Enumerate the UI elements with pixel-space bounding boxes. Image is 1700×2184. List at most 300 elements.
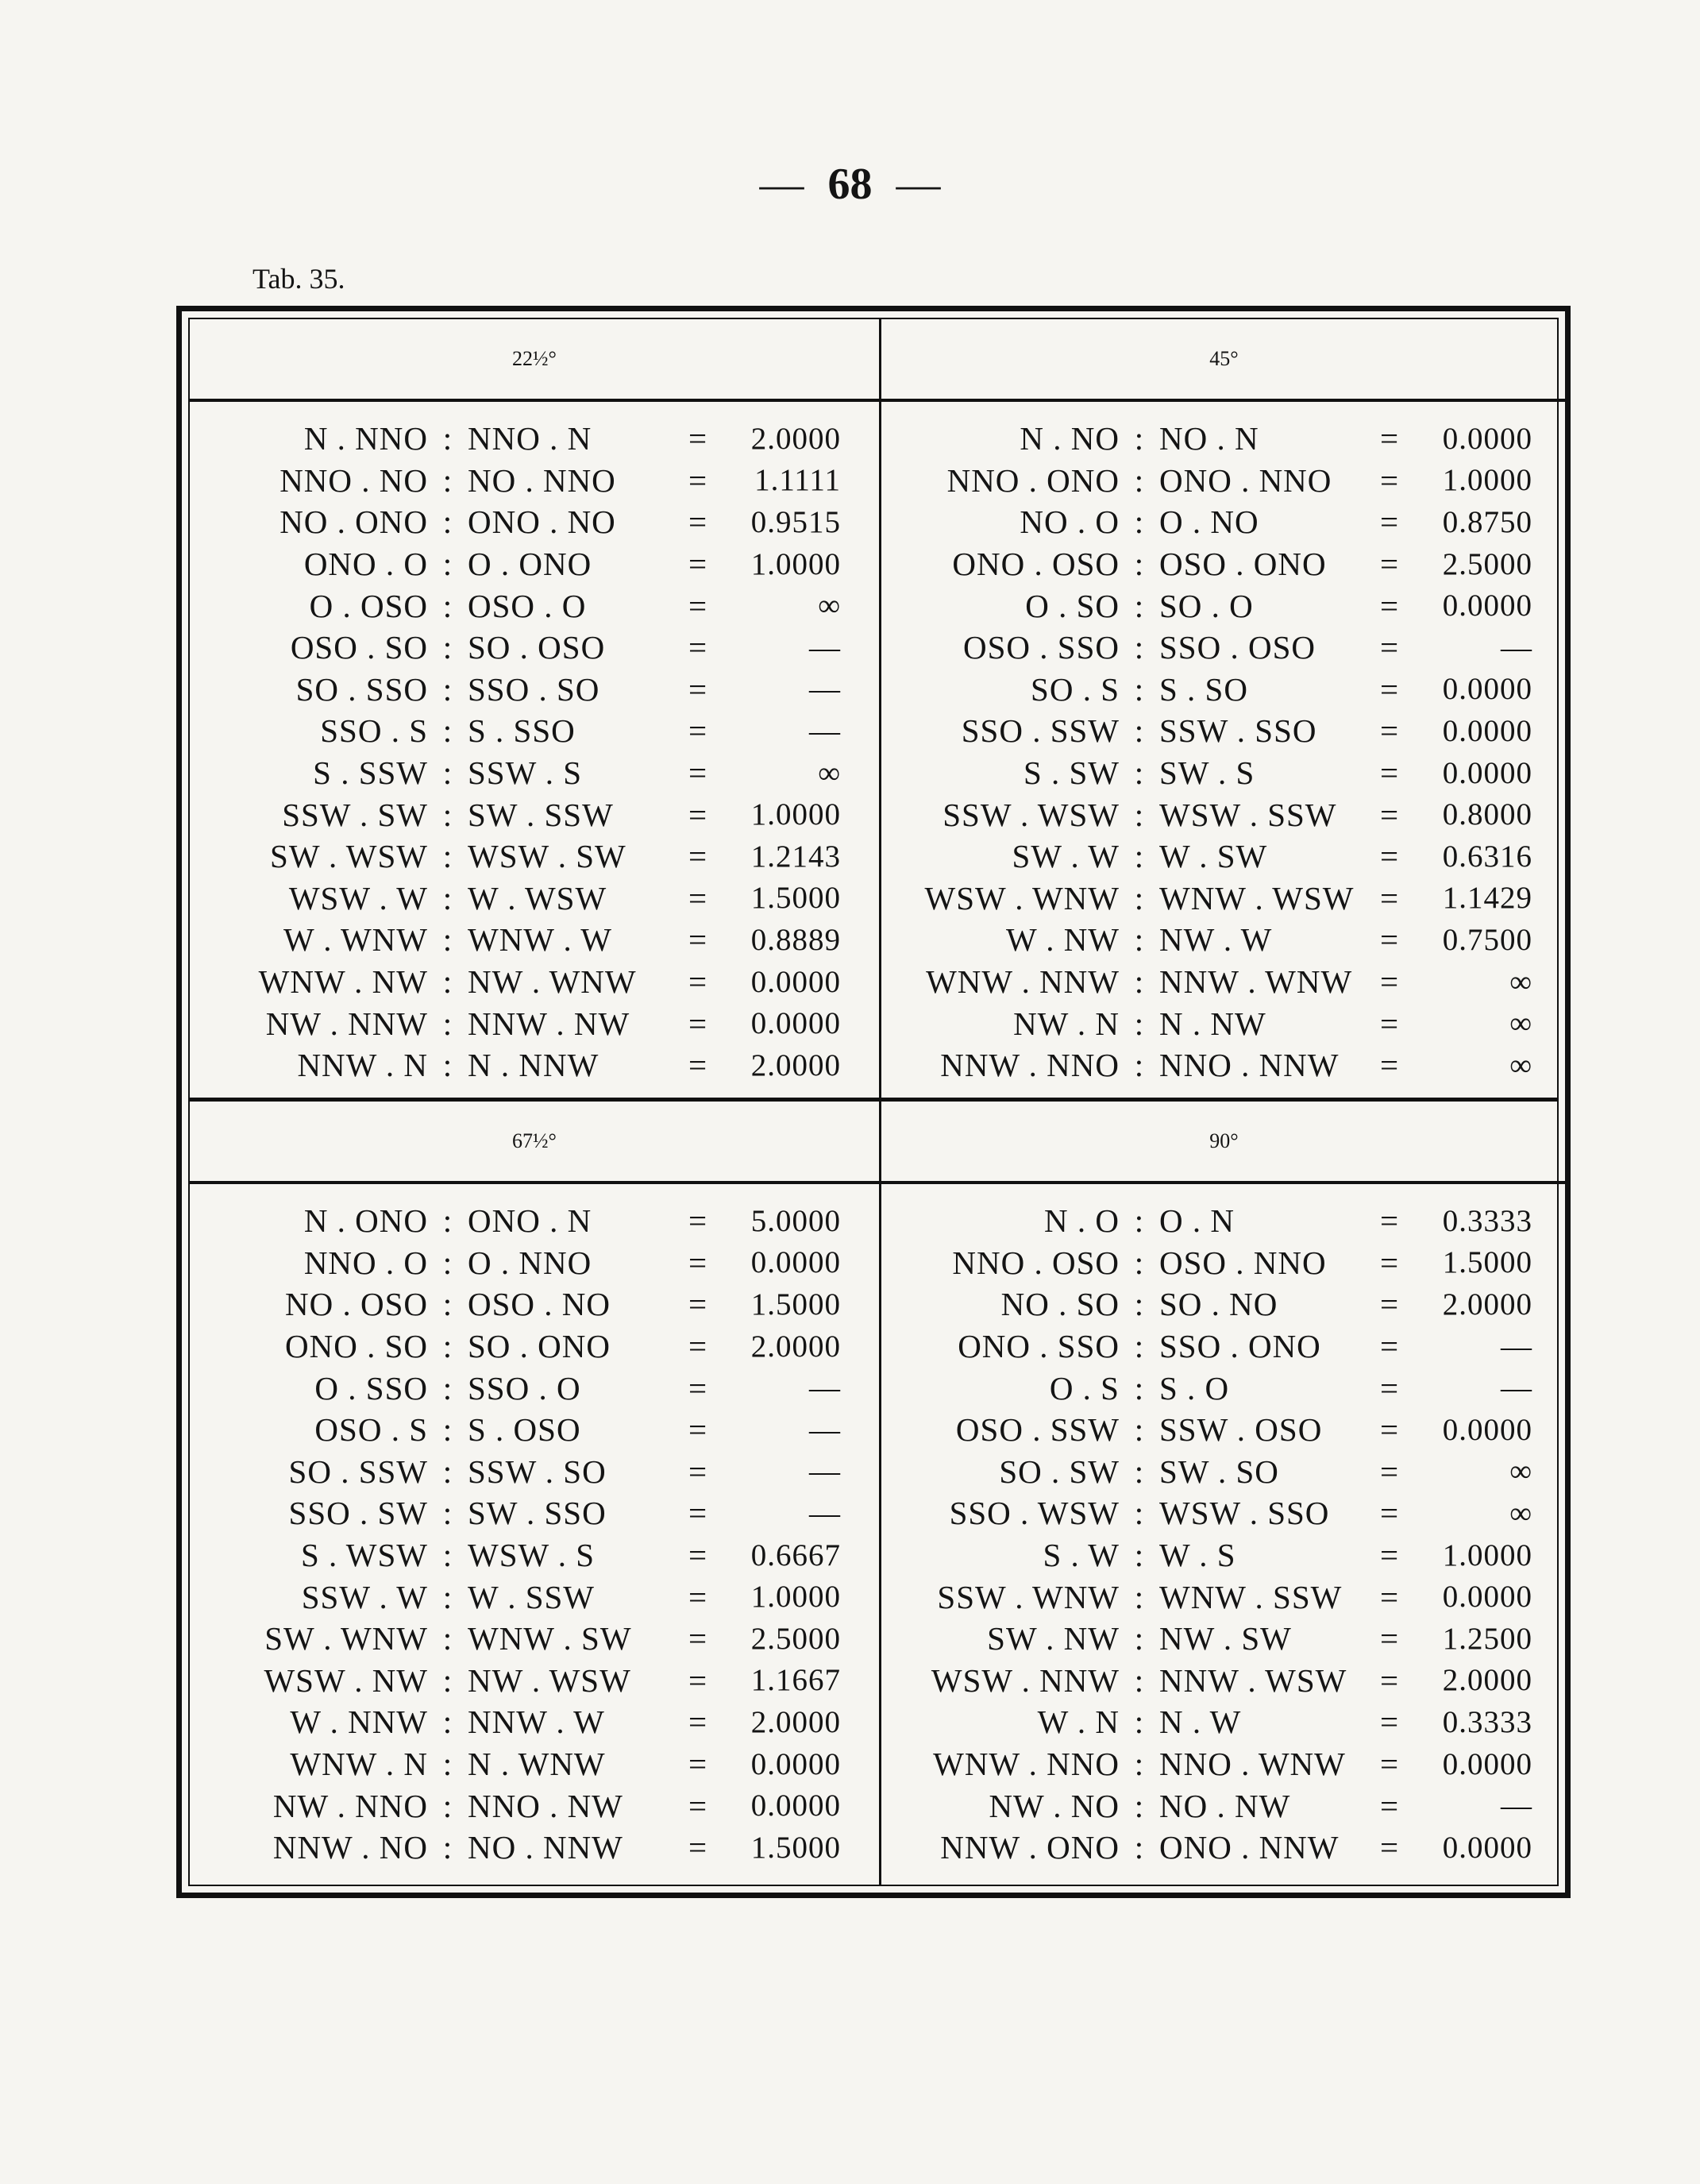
table-row	[190, 1325, 879, 1368]
equals-sign: =	[1379, 1047, 1400, 1084]
colon-separator: :	[1134, 629, 1145, 666]
ratio-value: 1.0000	[750, 797, 841, 832]
colon-separator: :	[1134, 1286, 1145, 1323]
equals-sign: =	[688, 712, 708, 750]
pair-left: ONO . SO	[285, 1328, 428, 1365]
colon-separator: :	[1134, 670, 1145, 708]
table-row	[881, 1827, 1567, 1869]
pair-left: NNW . N	[297, 1047, 428, 1084]
pair-left: S . WSW	[300, 1537, 428, 1574]
ratio-value: 1.5000	[1442, 1245, 1532, 1280]
colon-separator: :	[442, 1328, 453, 1365]
table-row	[190, 1534, 879, 1576]
table-row	[881, 669, 1567, 711]
ratio-value: —	[1501, 1788, 1532, 1823]
ratio-value: ∞	[818, 588, 841, 623]
pair-right: SW . SSW	[468, 796, 614, 833]
ratio-value: 0.7500	[1442, 922, 1532, 957]
quadrant-90	[881, 1102, 1567, 1880]
pair-right: SSO . OSO	[1159, 629, 1316, 666]
equals-sign: =	[1379, 796, 1400, 833]
ratio-value: 0.0000	[1442, 1580, 1532, 1615]
table-label: Tab. 35.	[252, 263, 345, 295]
ratio-value: 0.0000	[750, 1788, 841, 1823]
colon-separator: :	[442, 1537, 453, 1574]
pair-right: NNW . NW	[468, 1005, 630, 1042]
ratio-value: 1.1429	[1442, 881, 1532, 916]
equals-sign: =	[688, 670, 708, 708]
colon-separator: :	[442, 587, 453, 624]
pair-left: S . W	[1043, 1537, 1120, 1574]
pair-left: NO . OSO	[285, 1286, 428, 1323]
pair-left: N . ONO	[303, 1202, 428, 1240]
equals-sign: =	[688, 461, 708, 499]
table-row	[190, 1576, 879, 1618]
table-row	[190, 878, 879, 920]
pair-left: WNW . NNO	[933, 1746, 1120, 1783]
equals-sign: =	[1379, 1328, 1400, 1365]
colon-separator: :	[442, 838, 453, 875]
equals-sign: =	[688, 1787, 708, 1824]
ratio-value: 1.5000	[750, 1287, 841, 1322]
table-row	[881, 460, 1567, 502]
pair-right: O . NO	[1159, 504, 1259, 541]
colon-separator: :	[1134, 1453, 1145, 1490]
pair-left: SSO . SSW	[961, 712, 1120, 750]
colon-separator: :	[1134, 1047, 1145, 1084]
pair-right: NO . NW	[1159, 1787, 1291, 1824]
pair-left: SSW . SW	[282, 796, 428, 833]
pair-left: NW . NO	[989, 1787, 1120, 1824]
equals-sign: =	[1379, 1661, 1400, 1699]
colon-separator: :	[1134, 1411, 1145, 1449]
equals-sign: =	[688, 1005, 708, 1042]
equals-sign: =	[688, 1829, 708, 1866]
table-row	[190, 460, 879, 502]
equals-sign: =	[688, 1202, 708, 1240]
ratio-value: 0.0000	[1442, 588, 1532, 623]
equals-sign: =	[688, 1495, 708, 1532]
table-row	[881, 1785, 1567, 1827]
pair-left: ONO . SSO	[958, 1328, 1120, 1365]
table-row	[881, 543, 1567, 585]
ratio-value: 0.6316	[1442, 839, 1532, 874]
table-row	[881, 1701, 1567, 1743]
pair-left: N . NO	[1020, 420, 1120, 457]
table-row	[190, 1701, 879, 1743]
pair-left: WNW . N	[290, 1746, 428, 1783]
pair-right: WNW . SSW	[1159, 1578, 1343, 1615]
pair-right: WNW . W	[468, 921, 612, 959]
pair-right: SSW . SSO	[1159, 712, 1317, 750]
quadrant-heading: 45°	[881, 319, 1567, 402]
pair-left: W . NW	[1005, 921, 1120, 959]
colon-separator: :	[442, 1047, 453, 1084]
pair-right: W . SSW	[468, 1578, 596, 1615]
pair-right: OSO . O	[468, 587, 587, 624]
pair-left: WNW . NNW	[926, 963, 1120, 1001]
pair-left: OSO . S	[314, 1411, 428, 1449]
pair-left: NW . N	[1013, 1005, 1120, 1042]
ratio-value: 1.0000	[750, 1580, 841, 1615]
pair-right: ONO . N	[468, 1202, 592, 1240]
equals-sign: =	[1379, 1620, 1400, 1657]
equals-sign: =	[688, 1286, 708, 1323]
pair-left: SSW . W	[301, 1578, 428, 1615]
pair-left: O . SSO	[314, 1369, 428, 1406]
pair-left: S . SW	[1023, 754, 1120, 792]
ratio-value: 0.6667	[750, 1538, 841, 1572]
ratio-value: —	[1501, 1371, 1532, 1406]
colon-separator: :	[442, 504, 453, 541]
ratio-value: 1.2143	[750, 839, 841, 874]
pair-right: NW . WSW	[468, 1661, 631, 1699]
pair-left: SO . S	[1031, 670, 1120, 708]
table-row	[881, 1242, 1567, 1284]
ratio-value: 2.0000	[750, 421, 841, 456]
ratio-value: —	[1501, 1329, 1532, 1364]
colon-separator: :	[1134, 1328, 1145, 1365]
pair-right: WSW . S	[468, 1537, 596, 1574]
colon-separator: :	[1134, 1495, 1145, 1532]
ratio-value: 2.0000	[750, 1329, 841, 1364]
pair-left: ONO . O	[303, 546, 428, 583]
equals-sign: =	[1379, 1202, 1400, 1240]
equals-sign: =	[688, 546, 708, 583]
ratio-value: 0.0000	[1442, 672, 1532, 707]
table-row	[881, 1200, 1567, 1242]
colon-separator: :	[1134, 1704, 1145, 1741]
pair-right: OSO . NNO	[1159, 1244, 1327, 1281]
colon-separator: :	[442, 629, 453, 666]
pair-left: ONO . OSO	[952, 546, 1120, 583]
colon-separator: :	[1134, 1244, 1145, 1281]
colon-separator: :	[1134, 1578, 1145, 1615]
pair-left: NNW . NNO	[940, 1047, 1120, 1084]
quadrant-rows	[881, 402, 1567, 1086]
pair-left: N . NNO	[303, 420, 428, 457]
pair-right: WSW . SSO	[1159, 1495, 1330, 1532]
equals-sign: =	[688, 1746, 708, 1783]
colon-separator: :	[1134, 461, 1145, 499]
pair-right: SSW . S	[468, 754, 583, 792]
table-row	[190, 1044, 879, 1086]
pair-right: SO . OSO	[468, 629, 606, 666]
dash-right: —	[896, 160, 941, 209]
pair-left: OSO . SSO	[963, 629, 1120, 666]
equals-sign: =	[1379, 1787, 1400, 1824]
pair-left: OSO . SO	[290, 629, 428, 666]
equals-sign: =	[1379, 879, 1400, 916]
ratio-value: 0.0000	[750, 1006, 841, 1041]
equals-sign: =	[1379, 838, 1400, 875]
colon-separator: :	[1134, 1829, 1145, 1866]
table-row	[190, 585, 879, 627]
colon-separator: :	[442, 712, 453, 750]
equals-sign: =	[1379, 1411, 1400, 1449]
colon-separator: :	[442, 546, 453, 583]
equals-sign: =	[688, 587, 708, 624]
pair-right: W . S	[1159, 1537, 1236, 1574]
table-row	[190, 835, 879, 878]
colon-separator: :	[442, 670, 453, 708]
colon-separator: :	[1134, 838, 1145, 875]
equals-sign: =	[1379, 1829, 1400, 1866]
ratio-value: 1.0000	[1442, 1538, 1532, 1572]
ratio-value: 1.5000	[750, 1830, 841, 1865]
ratio-value: —	[809, 713, 841, 748]
pair-right: NNO . NW	[468, 1787, 623, 1824]
colon-separator: :	[442, 1704, 453, 1741]
pair-right: SO . NO	[1159, 1286, 1278, 1323]
equals-sign: =	[688, 1369, 708, 1406]
ratio-value: 1.5000	[750, 881, 841, 916]
table-row	[190, 1002, 879, 1044]
colon-separator: :	[442, 754, 453, 792]
equals-sign: =	[1379, 921, 1400, 959]
colon-separator: :	[442, 1787, 453, 1824]
ratio-value: 2.0000	[750, 1704, 841, 1739]
colon-separator: :	[1134, 1369, 1145, 1406]
pair-right: O . ONO	[468, 546, 592, 583]
pair-right: WSW . SW	[468, 838, 626, 875]
pair-left: WSW . W	[288, 879, 428, 916]
ratio-value: 0.0000	[750, 1245, 841, 1280]
pair-right: SO . ONO	[468, 1328, 611, 1365]
table-row	[190, 919, 879, 961]
ratio-value: —	[809, 1454, 841, 1489]
ratio-value: 0.9515	[750, 504, 841, 539]
equals-sign: =	[688, 1328, 708, 1365]
ratio-value: 0.0000	[1442, 1746, 1532, 1781]
equals-sign: =	[688, 921, 708, 959]
ratio-value: —	[809, 1495, 841, 1530]
table-row	[881, 1044, 1567, 1086]
pair-right: S . SO	[1159, 670, 1248, 708]
pair-left: NO . SO	[1000, 1286, 1120, 1323]
ratio-value: —	[1501, 630, 1532, 665]
equals-sign: =	[688, 629, 708, 666]
table-row	[190, 1409, 879, 1451]
colon-separator: :	[1134, 546, 1145, 583]
pair-left: S . SSW	[313, 754, 428, 792]
table-row	[881, 1367, 1567, 1409]
pair-right: SSO . O	[468, 1369, 581, 1406]
pair-left: SW . W	[1012, 838, 1120, 875]
pair-right: SSW . SO	[468, 1453, 607, 1490]
table-row	[190, 627, 879, 669]
equals-sign: =	[1379, 1244, 1400, 1281]
table-row	[190, 501, 879, 543]
equals-sign: =	[1379, 712, 1400, 750]
colon-separator: :	[442, 1411, 453, 1449]
colon-separator: :	[1134, 879, 1145, 916]
pair-left: WNW . NW	[258, 963, 428, 1001]
table-row	[190, 1618, 879, 1660]
table-row	[881, 1451, 1567, 1493]
equals-sign: =	[1379, 1005, 1400, 1042]
ratio-value: 2.0000	[1442, 1287, 1532, 1322]
table-row	[881, 1283, 1567, 1325]
table-row	[881, 627, 1567, 669]
equals-sign: =	[1379, 670, 1400, 708]
pair-left: SW . WNW	[264, 1620, 428, 1657]
equals-sign: =	[688, 1537, 708, 1574]
equals-sign: =	[688, 838, 708, 875]
pair-left: WSW . NNW	[931, 1661, 1120, 1699]
pair-right: W . SW	[1159, 838, 1268, 875]
pair-right: SSO . SO	[468, 670, 600, 708]
table-row	[190, 1785, 879, 1827]
equals-sign: =	[1379, 754, 1400, 792]
equals-sign: =	[1379, 1286, 1400, 1323]
table-row	[881, 1409, 1567, 1451]
pair-left: SSO . SW	[288, 1495, 428, 1532]
pair-left: WSW . WNW	[924, 879, 1120, 916]
table-row	[190, 1367, 879, 1409]
equals-sign: =	[688, 1244, 708, 1281]
equals-sign: =	[1379, 629, 1400, 666]
ratio-value: 2.0000	[1442, 1663, 1532, 1698]
table-row	[881, 1618, 1567, 1660]
page-number-value: 68	[827, 160, 873, 209]
page-number	[0, 159, 1700, 210]
quadrant-22-5	[190, 319, 879, 1098]
ratio-value: —	[809, 1371, 841, 1406]
pair-left: SSO . WSW	[949, 1495, 1120, 1532]
pair-left: SSO . S	[320, 712, 428, 750]
table-row	[881, 1002, 1567, 1044]
table-inner-frame	[188, 318, 1559, 1886]
table-row	[190, 1492, 879, 1534]
colon-separator: :	[1134, 1620, 1145, 1657]
pair-right: SW . SO	[1159, 1453, 1279, 1490]
colon-separator: :	[442, 796, 453, 833]
equals-sign: =	[688, 504, 708, 541]
colon-separator: :	[442, 963, 453, 1001]
pair-right: NO . N	[1159, 420, 1259, 457]
ratio-value: 0.0000	[750, 964, 841, 999]
table-row	[881, 961, 1567, 1003]
ratio-value: 1.0000	[750, 546, 841, 581]
table-row	[881, 585, 1567, 627]
equals-sign: =	[688, 879, 708, 916]
colon-separator: :	[1134, 587, 1145, 624]
pair-left: OSO . SSW	[955, 1411, 1120, 1449]
pair-left: W . N	[1037, 1704, 1120, 1741]
table-row	[190, 669, 879, 711]
colon-separator: :	[442, 1286, 453, 1323]
table-row	[881, 919, 1567, 961]
equals-sign: =	[688, 1661, 708, 1699]
colon-separator: :	[442, 1829, 453, 1866]
colon-separator: :	[1134, 1746, 1145, 1783]
ratio-value: —	[809, 672, 841, 707]
pair-right: SO . O	[1159, 587, 1254, 624]
quadrant-rows	[190, 402, 879, 1086]
equals-sign: =	[1379, 504, 1400, 541]
ratio-value: 0.3333	[1442, 1203, 1532, 1238]
equals-sign: =	[1379, 1495, 1400, 1532]
equals-sign: =	[1379, 1746, 1400, 1783]
pair-right: NO . NNO	[468, 461, 616, 499]
ratio-value: ∞	[1509, 1048, 1532, 1082]
colon-separator: :	[442, 420, 453, 457]
colon-separator: :	[442, 1244, 453, 1281]
pair-right: WNW . WSW	[1159, 879, 1355, 916]
pair-right: NW . SW	[1159, 1620, 1292, 1657]
pair-left: O . SO	[1025, 587, 1120, 624]
table-row	[881, 501, 1567, 543]
pair-left: SW . NW	[987, 1620, 1120, 1657]
table-row	[881, 793, 1567, 835]
equals-sign: =	[1379, 1578, 1400, 1615]
pair-left: NNO . ONO	[946, 461, 1120, 499]
quadrant-45	[881, 319, 1567, 1098]
colon-separator: :	[1134, 712, 1145, 750]
ratio-value: ∞	[818, 755, 841, 790]
pair-right: ONO . NNO	[1159, 461, 1332, 499]
ratio-value: —	[809, 1412, 841, 1447]
colon-separator: :	[1134, 921, 1145, 959]
table-row	[881, 1325, 1567, 1368]
table-row	[190, 752, 879, 794]
colon-separator: :	[1134, 1202, 1145, 1240]
colon-separator: :	[442, 921, 453, 959]
equals-sign: =	[688, 1047, 708, 1084]
equals-sign: =	[688, 1620, 708, 1657]
pair-right: S . O	[1159, 1369, 1230, 1406]
ratio-value: 0.8000	[1442, 797, 1532, 832]
table-row	[190, 961, 879, 1003]
ratio-value: 0.0000	[1442, 1412, 1532, 1447]
pair-right: N . NNW	[468, 1047, 599, 1084]
table-row	[190, 543, 879, 585]
ratio-value: ∞	[1509, 1006, 1532, 1041]
equals-sign: =	[1379, 461, 1400, 499]
pair-left: W . WNW	[283, 921, 428, 959]
pair-left: NNO . NO	[279, 461, 428, 499]
equals-sign: =	[1379, 1369, 1400, 1406]
ratio-value: 0.8889	[750, 922, 841, 957]
pair-right: SW . SSO	[468, 1495, 607, 1532]
pair-left: NNW . ONO	[940, 1829, 1120, 1866]
pair-left: NNO . OSO	[952, 1244, 1120, 1281]
table-row	[881, 710, 1567, 752]
pair-left: NNO . O	[303, 1244, 428, 1281]
table-row	[190, 1242, 879, 1284]
colon-separator: :	[442, 879, 453, 916]
quadrant-rows	[881, 1184, 1567, 1869]
equals-sign: =	[1379, 1704, 1400, 1741]
pair-right: OSO . NO	[468, 1286, 611, 1323]
table-row	[881, 1534, 1567, 1576]
colon-separator: :	[1134, 1787, 1145, 1824]
pair-right: SSW . OSO	[1159, 1411, 1323, 1449]
pair-left: SW . WSW	[270, 838, 428, 875]
equals-sign: =	[1379, 587, 1400, 624]
ratio-value: 0.0000	[1442, 755, 1532, 790]
quadrant-heading: 67½°	[190, 1102, 879, 1184]
ratio-value: 0.3333	[1442, 1704, 1532, 1739]
colon-separator: :	[442, 1005, 453, 1042]
ratio-value: 2.0000	[750, 1048, 841, 1082]
ratio-value: ∞	[1509, 964, 1532, 999]
colon-separator: :	[1134, 754, 1145, 792]
pair-left: NO . ONO	[279, 504, 428, 541]
pair-right: NNW . WSW	[1159, 1661, 1347, 1699]
colon-separator: :	[442, 1578, 453, 1615]
